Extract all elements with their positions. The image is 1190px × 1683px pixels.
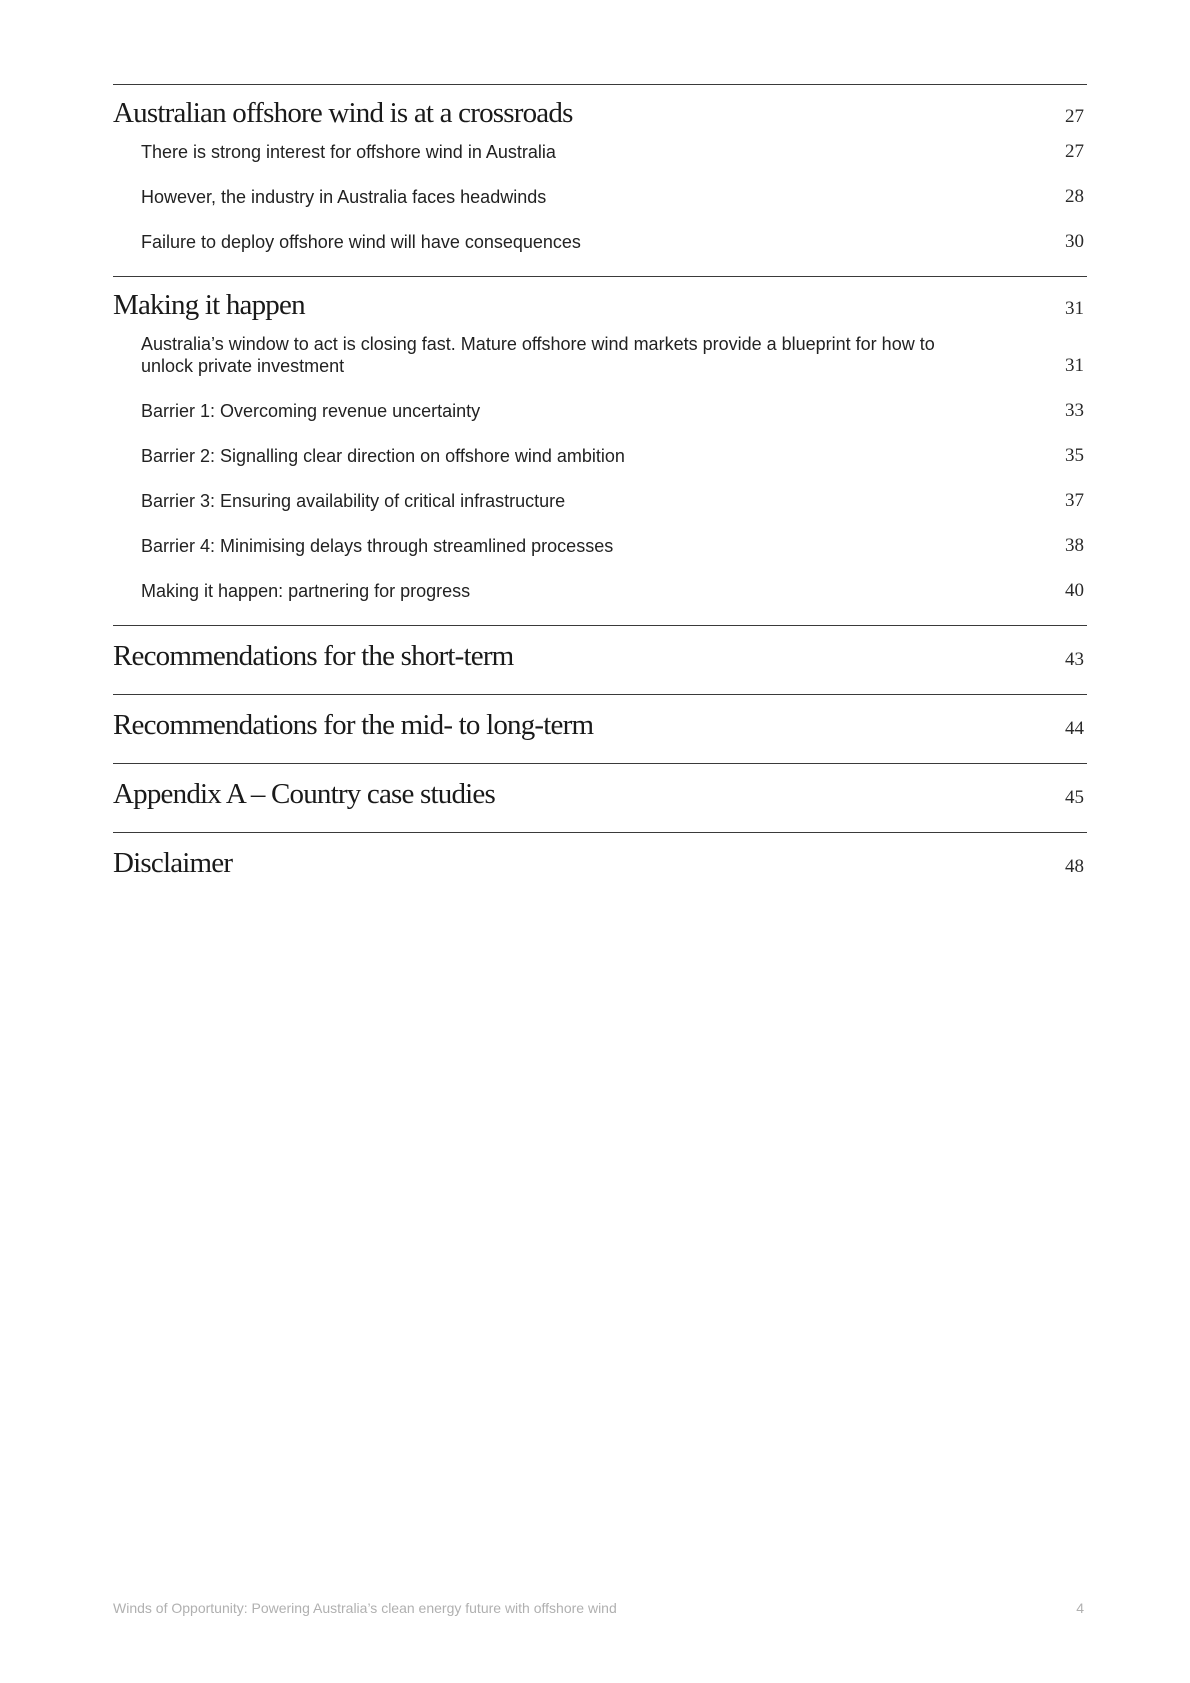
toc-subsection-item[interactable] bbox=[113, 333, 1087, 388]
toc-section-heading[interactable] bbox=[113, 833, 1087, 901]
subsection-page-number: 38 bbox=[1065, 535, 1084, 556]
toc-subsection-item[interactable] bbox=[113, 219, 1087, 264]
subsection-label: Making it happen: partnering for progress bbox=[141, 581, 471, 601]
toc-subsection-list bbox=[113, 333, 1087, 625]
toc-section-heading[interactable] bbox=[113, 85, 1087, 141]
subsection-label: Barrier 3: Ensuring availability of critical infrastructure bbox=[141, 491, 566, 511]
section-page-number: 44 bbox=[1065, 718, 1084, 739]
subsection-label: However, the industry in Australia faces headwinds bbox=[141, 187, 547, 207]
footer-document-title: Winds of Opportunity: Powering Australia’s clean energy future with offshore wind bbox=[113, 1600, 617, 1616]
toc-section-heading[interactable] bbox=[113, 277, 1087, 333]
section-title: Appendix A – Country case studies bbox=[113, 778, 495, 810]
section-page-number: 45 bbox=[1065, 787, 1084, 808]
toc-subsection-item[interactable] bbox=[113, 174, 1087, 219]
table-of-contents bbox=[113, 84, 1087, 901]
section-title: Australian offshore wind is at a crossroads bbox=[113, 97, 573, 129]
subsection-page-number: 30 bbox=[1065, 231, 1084, 252]
section-page-number: 43 bbox=[1065, 649, 1084, 670]
toc-section bbox=[113, 763, 1087, 832]
toc-section bbox=[113, 832, 1087, 901]
toc-section-heading[interactable] bbox=[113, 764, 1087, 832]
section-title: Making it happen bbox=[113, 289, 305, 321]
subsection-label: Barrier 2: Signalling clear direction on offshore wind ambition bbox=[141, 446, 625, 466]
subsection-page-number: 35 bbox=[1065, 445, 1084, 466]
section-page-number: 31 bbox=[1065, 298, 1084, 319]
subsection-label: Australia’s window to act is closing fast. Mature offshore wind markets provide a blueprint for how to unlock private investment bbox=[141, 334, 935, 376]
subsection-page-number: 40 bbox=[1065, 580, 1084, 601]
subsection-label: There is strong interest for offshore wind in Australia bbox=[141, 142, 556, 162]
subsection-label: Failure to deploy offshore wind will have consequences bbox=[141, 232, 581, 252]
subsection-page-number: 37 bbox=[1065, 490, 1084, 511]
toc-section-heading[interactable] bbox=[113, 626, 1087, 694]
toc-section bbox=[113, 276, 1087, 625]
toc-subsection-item[interactable] bbox=[113, 388, 1087, 433]
toc-section bbox=[113, 625, 1087, 694]
toc-section-heading[interactable] bbox=[113, 695, 1087, 763]
subsection-page-number: 33 bbox=[1065, 400, 1084, 421]
page-footer bbox=[113, 1600, 1087, 1616]
toc-section bbox=[113, 694, 1087, 763]
footer-page-number: 4 bbox=[1076, 1600, 1084, 1616]
toc-subsection-item[interactable] bbox=[113, 433, 1087, 478]
toc-subsection-item[interactable] bbox=[113, 478, 1087, 523]
subsection-label: Barrier 4: Minimising delays through streamlined processes bbox=[141, 536, 614, 556]
subsection-page-number: 27 bbox=[1065, 141, 1084, 162]
section-title: Recommendations for the short-term bbox=[113, 640, 514, 672]
section-page-number: 27 bbox=[1065, 106, 1084, 127]
section-page-number: 48 bbox=[1065, 856, 1084, 877]
toc-subsection-item[interactable] bbox=[113, 523, 1087, 568]
subsection-page-number: 31 bbox=[1065, 355, 1084, 376]
section-title: Disclaimer bbox=[113, 847, 233, 879]
subsection-label: Barrier 1: Overcoming revenue uncertainty bbox=[141, 401, 481, 421]
toc-subsection-list bbox=[113, 141, 1087, 276]
section-title: Recommendations for the mid- to long-term bbox=[113, 709, 594, 741]
toc-subsection-item[interactable] bbox=[113, 141, 1087, 174]
toc-subsection-item[interactable] bbox=[113, 568, 1087, 613]
toc-section bbox=[113, 84, 1087, 276]
subsection-page-number: 28 bbox=[1065, 186, 1084, 207]
